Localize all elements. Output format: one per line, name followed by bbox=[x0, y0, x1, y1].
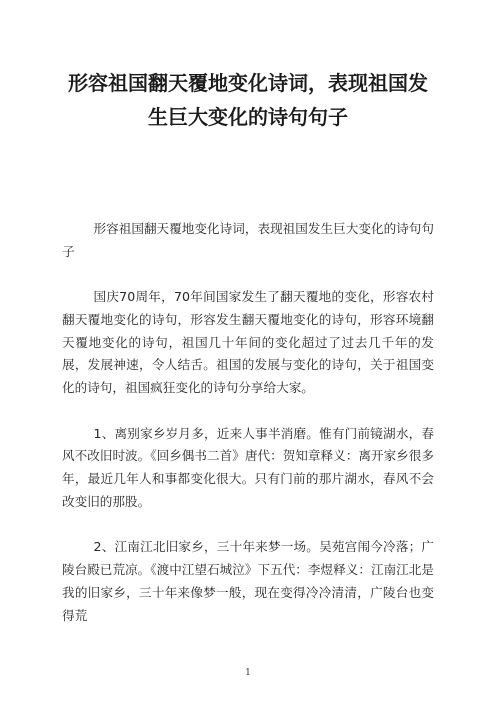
paragraph: 2、江南江北旧家乡，三十年来梦一场。吴苑宫闱今冷落；广陵台殿已荒凉。《渡中江望石城泣》下五代：李煜释义：江南江北是我的旧家乡，三十年来像梦一般，现在变得冷冷清清，广陵台也变得荒 bbox=[62, 539, 434, 623]
document-title: 形容祖国翻天覆地变化诗词，表现祖国发生巨大变化的诗句句子 bbox=[68, 71, 428, 129]
document-body bbox=[62, 218, 434, 650]
paragraph: 形容祖国翻天覆地变化诗词，表现祖国发生巨大变化的诗句句子 bbox=[62, 221, 434, 259]
paragraph: 国庆70周年，70年间国家发生了翻天覆地的变化，形容农村翻天覆地变化的诗句，形容发生翻天覆地变化的诗句，形容环境翻天覆地变化的诗句，祖国几十年间的变化超过了过去几千年的发展，发展神速，令人结舌。祖国的发展与变化的诗句，关于祖国变化的诗句，祖国疯狂变化的诗句分享给大家。 bbox=[62, 289, 434, 396]
paragraph: 1、离别家乡岁月多，近来人事半消磨。惟有门前镜湖水，春风不改旧时波。《回乡偶书二首》唐代：贺知章释义：离开家乡很多年，最近几年人和事都变化很大。只有门前的那片湖水，春风不会改变旧的那股。 bbox=[62, 425, 434, 509]
page-number: 1 bbox=[245, 668, 251, 678]
